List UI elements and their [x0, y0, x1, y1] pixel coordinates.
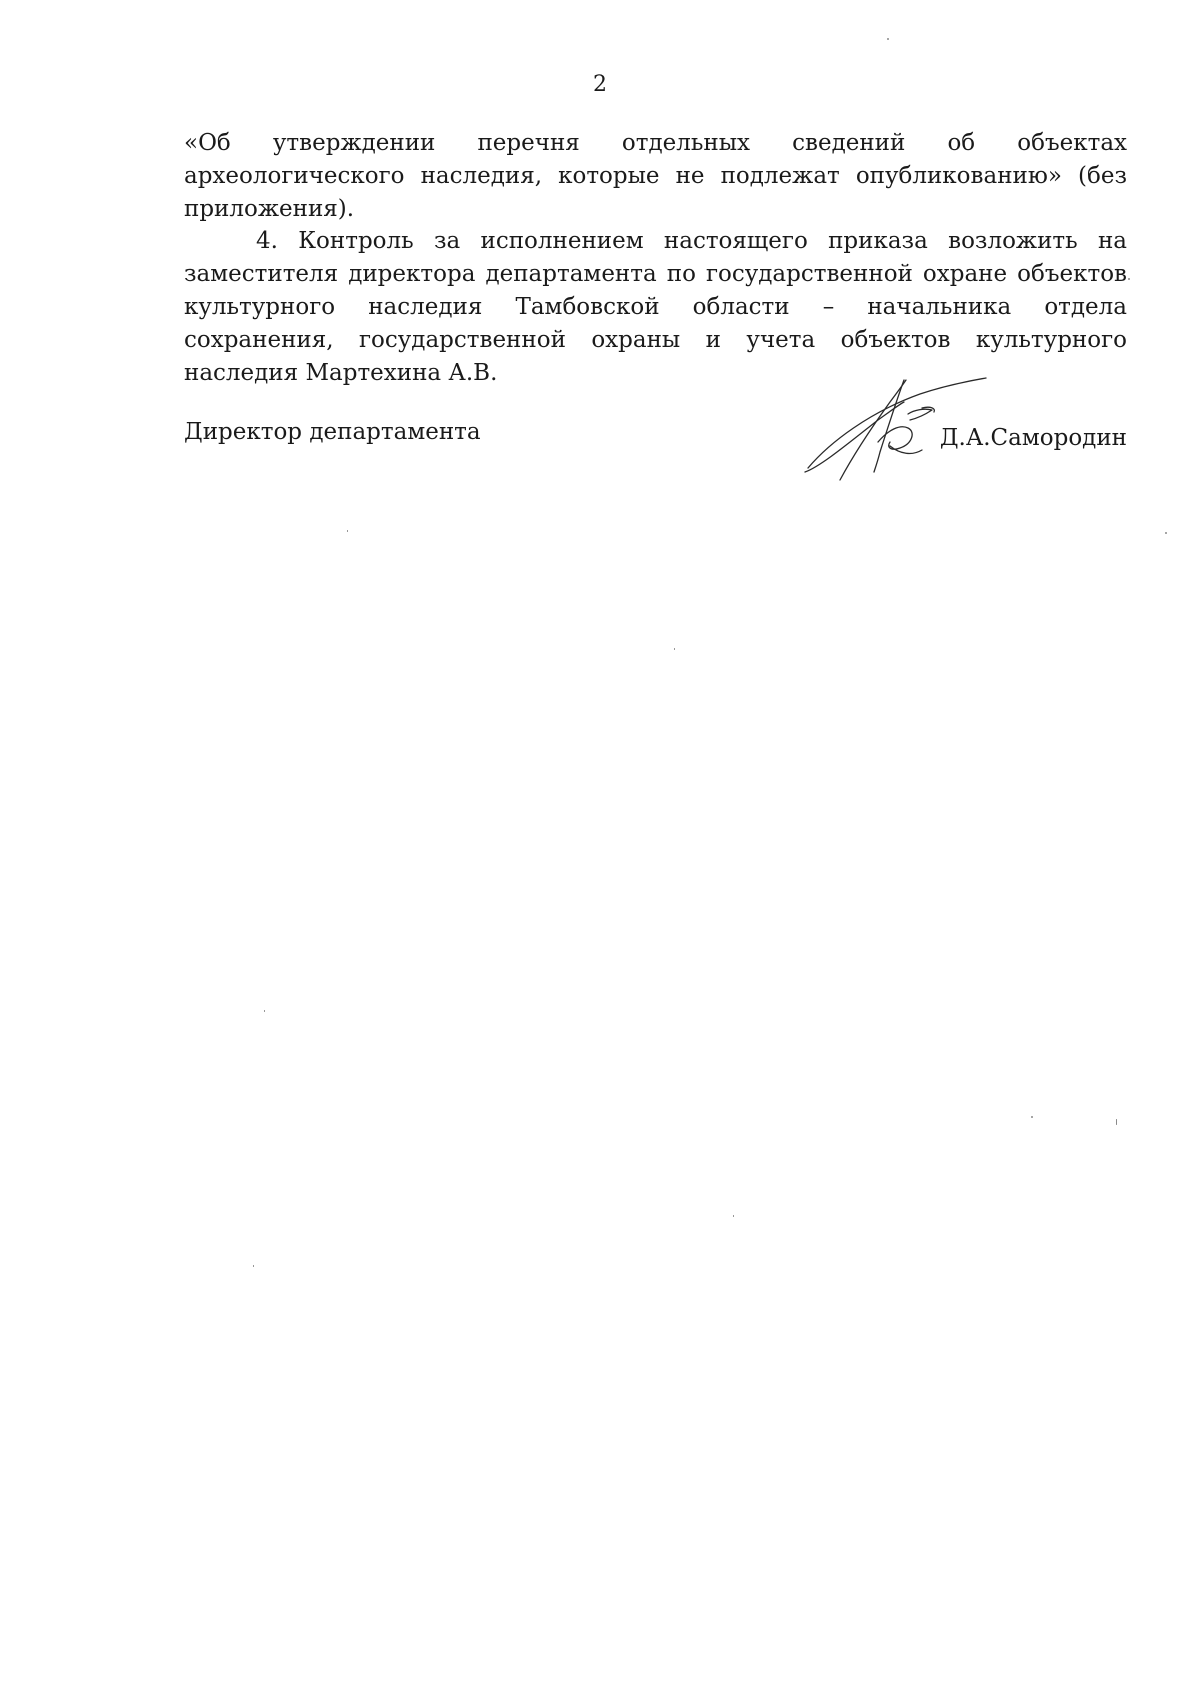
scan-speck: [1031, 1116, 1033, 1118]
page-number: 2: [593, 72, 607, 97]
scan-speck: [674, 648, 675, 650]
scan-speck: [1165, 532, 1167, 534]
scan-speck: [264, 1010, 265, 1012]
paragraph-item-4: 4. Контроль за исполнением настоящего приказа возложить на заместителя директора департамента по государственной охране объектов культурного наследия Тамбовской области – начальника отдела сохранения, государственной охраны и учета объектов культурного наследия Мартехина А.В.: [184, 228, 1127, 386]
scan-speck: [733, 1215, 734, 1217]
paragraph-continuation: «Об утверждении перечня отдельных сведений об объектах археологического наследия, которые не подлежат опубликованию» (без приложения).: [184, 130, 1127, 222]
scan-speck: [253, 1265, 254, 1267]
handwritten-signature: [800, 372, 990, 484]
scan-speck: [347, 530, 348, 532]
signatory-name: Д.А.Самородин: [939, 425, 1127, 451]
scan-speck: [1128, 278, 1130, 280]
signatory-position: Директор департамента: [184, 419, 481, 445]
document-body: [184, 127, 1127, 389]
scan-speck: [1116, 1119, 1117, 1125]
scan-speck: [887, 38, 889, 40]
